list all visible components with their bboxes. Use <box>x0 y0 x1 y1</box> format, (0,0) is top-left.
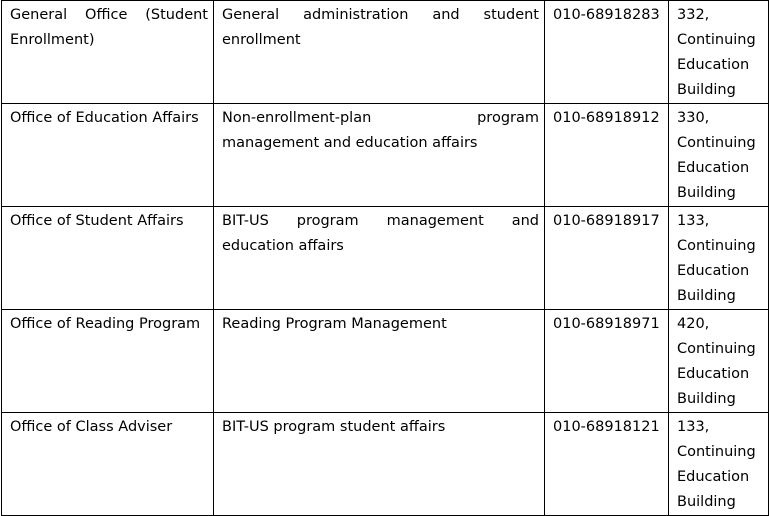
office-name-cell: Office of Education Affairs <box>2 104 214 207</box>
office-room-cell: 133, Continuing Education Building <box>669 207 769 310</box>
office-room-cell: 420, Continuing Education Building <box>669 310 769 413</box>
table-row <box>2 310 769 413</box>
office-duty-cell: BIT-US program student affairs <box>214 413 545 516</box>
office-name-cell: Office of Reading Program <box>2 310 214 413</box>
office-duty-cell: General administration and student enrollment <box>214 1 545 104</box>
office-phone-cell: 010-68918121 <box>545 413 669 516</box>
office-duty-cell: BIT-US program management and education affairs <box>214 207 545 310</box>
table-row <box>2 1 769 104</box>
office-room-cell: 133, Continuing Education Building <box>669 413 769 516</box>
office-duty-cell: Reading Program Management <box>214 310 545 413</box>
office-directory-table <box>1 0 769 516</box>
office-room-cell: 330, Continuing Education Building <box>669 104 769 207</box>
office-phone-cell: 010-68918917 <box>545 207 669 310</box>
table-row <box>2 104 769 207</box>
table-row <box>2 207 769 310</box>
office-name-cell: Office of Student Affairs <box>2 207 214 310</box>
office-room-cell: 332, Continuing Education Building <box>669 1 769 104</box>
table-row <box>2 413 769 516</box>
office-phone-cell: 010-68918283 <box>545 1 669 104</box>
office-name-cell: Office of Class Adviser <box>2 413 214 516</box>
office-duty-cell: Non-enrollment-plan program management and education affairs <box>214 104 545 207</box>
office-phone-cell: 010-68918971 <box>545 310 669 413</box>
office-phone-cell: 010-68918912 <box>545 104 669 207</box>
office-name-cell: General Office (Student Enrollment) <box>2 1 214 104</box>
